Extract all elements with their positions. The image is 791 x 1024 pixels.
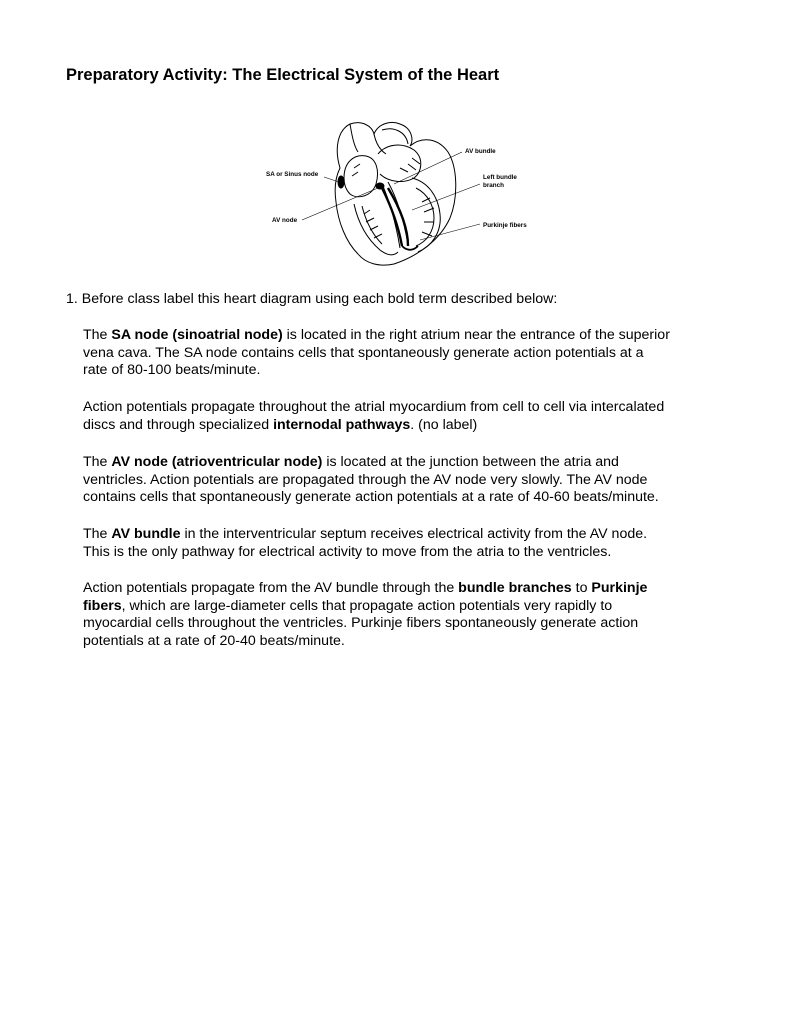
label-sa-node: SA or Sinus node [266,171,319,178]
text-run: is located in the right atrium near the entrance of the superior [282,327,670,343]
text-run: in the interventricular septum receives electrical activity from the AV node. [180,526,648,542]
paragraph-sa-node [83,327,733,380]
page-title: Preparatory Activity: The Electrical System of the Heart [66,66,500,84]
bold-term-av-node: AV node (atrioventricular node) [111,454,323,470]
question-1: 1. Before class label this heart diagram using each bold term described below: [66,291,558,307]
label-left-bundle-branch-line1: Left bundle [483,174,517,181]
paragraph-line [83,598,733,616]
text-run: discs and through specialized [83,416,274,433]
paragraph-line: contains cells that spontaneously generate action potentials at a rate of 40-60 beats/minute. [83,489,659,506]
paragraph-line [83,580,733,598]
paragraph-line: Action potentials propagate throughout the atrial myocardium from cell to cell via intercalated [83,399,665,415]
heart-conduction-diagram [262,118,542,268]
text-run: , which are large-diameter cells that propagate action potentials very rapidly to [121,597,613,614]
text-run: . (no label) [410,416,478,433]
paragraph-line [83,454,733,472]
text-run: The [83,526,112,542]
paragraph-line: This is the only pathway for electrical activity to move from the atria to the ventricles. [83,543,612,560]
paragraph-av-bundle [83,526,733,561]
text-run: Action potentials propagate from the AV bundle through the [83,580,459,596]
text-run: is located at the junction between the atria and [322,454,619,470]
label-left-bundle-branch-line2: branch [483,182,504,189]
label-purkinje-fibers: Purkinje fibers [483,222,527,229]
bold-term-internodal-pathways: internodal pathways [273,416,411,433]
paragraph-line: vena cava. The SA node contains cells that spontaneously generate action potentials at a [83,344,644,361]
paragraph-internodal [83,399,733,434]
bold-term-av-bundle: AV bundle [111,526,181,542]
bold-term-purkinje: Purkinje [591,580,648,596]
heart-illustration [262,118,542,268]
text-run: The [83,454,112,470]
bold-term-sa-node: SA node (sinoatrial node) [111,327,283,343]
paragraph-bundle-branches [83,580,733,650]
text-run: to [571,580,592,596]
paragraph-line [83,327,733,345]
label-av-node: AV node [272,217,298,224]
paragraph-line: myocardial cells throughout the ventricles. Purkinje fibers spontaneously generate action [83,615,639,632]
paragraph-av-node [83,454,733,507]
paragraph-line: potentials at a rate of 20-40 beats/minute. [83,632,345,649]
label-av-bundle: AV bundle [465,148,496,155]
paragraph-line: ventricles. Action potentials are propagated through the AV node very slowly. The AV node [83,471,648,488]
paragraph-line: rate of 80-100 beats/minute. [83,362,261,379]
paragraph-line [83,417,733,435]
text-run: The [83,327,112,343]
paragraph-line [83,526,733,544]
bold-term-fibers: fibers [83,597,122,614]
bold-term-bundle-branches: bundle branches [458,580,572,596]
